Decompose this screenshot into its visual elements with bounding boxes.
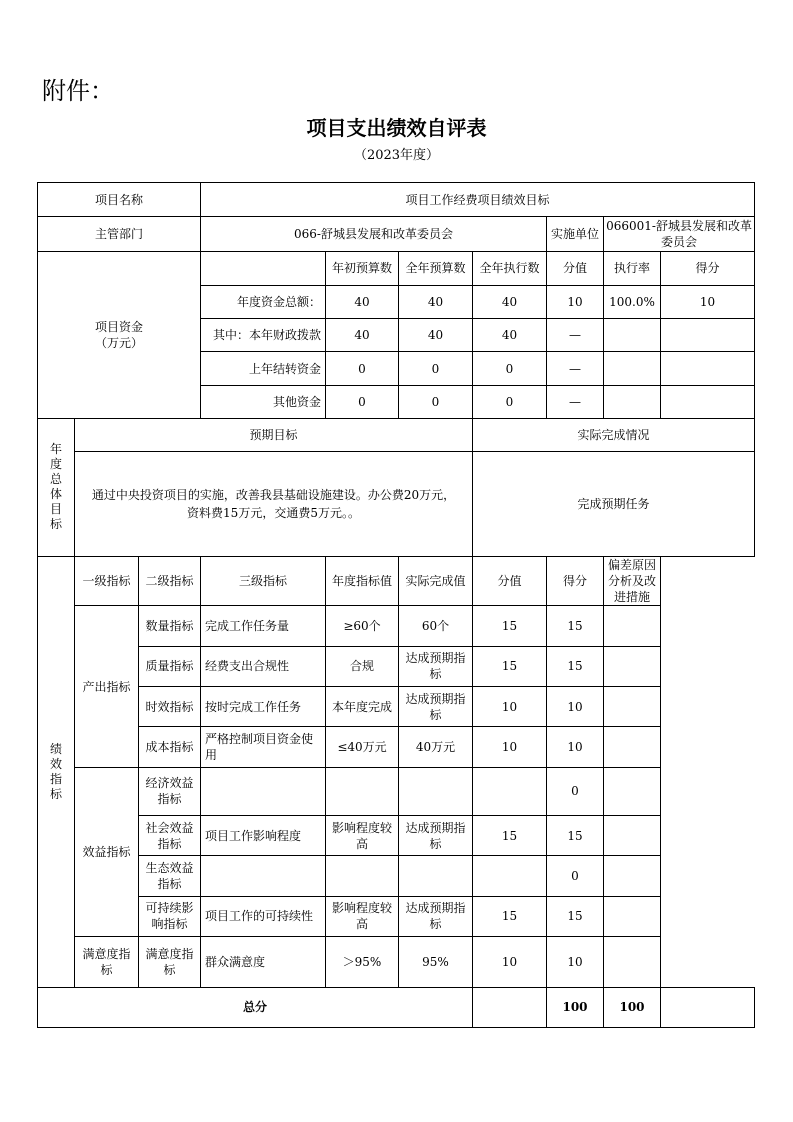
funds-row-annual: 0 [399,385,473,418]
indicator-actual: 达成预期指标 [399,646,473,686]
header-annual-target: 年度指标值 [326,557,399,606]
funds-row-rate [604,385,661,418]
group-benefit-label: 效益指标 [75,767,139,936]
indicator-actual: 达成预期指标 [399,896,473,936]
indicator-target: 影响程度较高 [326,816,399,856]
performance-label-char: 指 [49,771,62,786]
annual-goal-content-row [38,452,755,557]
indicator-reason [604,767,661,815]
funds-row-label: 其他资金 [201,385,326,418]
indicator-score: 0 [547,767,604,815]
total-reason [661,987,755,1027]
indicator-score-value: 15 [473,606,547,646]
funds-row-score-value: — [547,385,604,418]
performance-evaluation-table [37,182,755,1028]
department-label: 主管部门 [38,217,201,251]
total-score: 100 [604,987,661,1027]
funds-unit-text: （万元） [94,335,143,350]
indicator-level3: 群众满意度 [201,937,326,987]
annual-goal-label-char: 体 [49,487,62,502]
header-actual-value: 实际完成值 [399,557,473,606]
indicator-level3: 严格控制项目资金使用 [201,727,326,767]
indicator-level3 [201,856,326,896]
indicator-actual: 达成预期指标 [399,816,473,856]
funds-row-executed: 40 [473,319,547,352]
actual-completion-header: 实际完成情况 [473,418,755,451]
funds-row-label: 上年结转资金 [201,352,326,385]
indicator-level3: 按时完成工作任务 [201,687,326,727]
indicator-level2: 数量指标 [139,606,201,646]
indicator-row [38,767,755,815]
annual-goal-label-char: 年 [49,442,62,457]
indicator-target: ≤40万元 [326,727,399,767]
funds-row-score [661,319,755,352]
group-satisfaction-label: 满意度指标 [75,937,139,987]
funds-row-annual: 40 [399,285,473,318]
performance-label-char: 绩 [49,741,62,756]
funds-header-row [38,251,755,285]
performance-label-char: 效 [49,756,62,771]
funds-header-score-value: 分值 [547,251,604,285]
indicator-level3: 项目工作的可持续性 [201,896,326,936]
indicator-target [326,856,399,896]
year-label: （2023年度） [353,148,440,163]
indicator-row [38,937,755,987]
funds-label [38,251,201,418]
funds-row-rate [604,319,661,352]
total-label: 总分 [38,987,473,1027]
indicator-reason [604,687,661,727]
funds-row-annual: 0 [399,352,473,385]
funds-row-score-value: — [547,352,604,385]
indicator-score-value: 10 [473,727,547,767]
project-name-value: 项目工作经费项目绩效目标 [201,183,755,217]
indicator-score-value: 10 [473,937,547,987]
indicator-reason [604,646,661,686]
header-deviation-reason: 偏差原因分析及改进措施 [604,557,661,606]
indicator-score-value: 15 [473,896,547,936]
funds-row-score [661,385,755,418]
performance-label [38,557,75,988]
indicator-level2: 成本指标 [139,727,201,767]
total-row [38,987,755,1027]
indicator-row [38,646,755,686]
indicator-score: 10 [547,937,604,987]
indicator-actual: 达成预期指标 [399,687,473,727]
funds-header-rate: 执行率 [604,251,661,285]
annual-goal-label-char: 标 [49,517,62,532]
attachment-label: 附件： [42,77,114,105]
header-score-value: 分值 [473,557,547,606]
funds-header-annual: 全年预算数 [399,251,473,285]
indicator-target: 影响程度较高 [326,896,399,936]
annual-goal-label-char: 度 [49,457,62,472]
funds-row-score-value: 10 [547,285,604,318]
annual-goal-label [38,418,75,556]
funds-row-score-value: — [547,319,604,352]
indicator-reason [604,856,661,896]
funds-row-initial: 0 [326,352,399,385]
funds-row-rate [604,352,661,385]
indicator-reason [604,606,661,646]
indicator-level2: 质量指标 [139,646,201,686]
project-name-label: 项目名称 [38,183,201,217]
indicator-level2: 时效指标 [139,687,201,727]
indicator-level2: 经济效益指标 [139,767,201,815]
performance-header-row [38,557,755,606]
department-value: 066-舒城县发展和改革委员会 [201,217,547,251]
total-score-value: 100 [547,987,604,1027]
funds-row-score: 10 [661,285,755,318]
indicator-target [326,767,399,815]
indicator-level2: 社会效益指标 [139,816,201,856]
funds-label-text: 项目资金 [94,319,143,334]
indicator-level2: 可持续影响指标 [139,896,201,936]
indicator-target: ≥60个 [326,606,399,646]
indicator-score-value [473,767,547,815]
indicator-score-value: 15 [473,816,547,856]
indicator-score: 15 [547,896,604,936]
group-output-label: 产出指标 [75,606,139,767]
indicator-actual: 95% [399,937,473,987]
header-level2: 二级指标 [139,557,201,606]
indicator-score: 15 [547,646,604,686]
funds-row-score [661,352,755,385]
project-name-row [38,183,755,217]
indicator-row [38,856,755,896]
indicator-level3 [201,767,326,815]
funds-row-initial: 40 [326,319,399,352]
expected-goal-header: 预期目标 [75,418,473,451]
indicator-reason [604,816,661,856]
funds-header-score: 得分 [661,251,755,285]
indicator-target: 合规 [326,646,399,686]
funds-header-executed: 全年执行数 [473,251,547,285]
annual-goal-label-char: 目 [49,502,62,517]
indicator-target: ＞95% [326,937,399,987]
indicator-score: 15 [547,816,604,856]
indicator-row [38,687,755,727]
indicator-row [38,816,755,856]
indicator-row [38,896,755,936]
indicator-reason [604,937,661,987]
indicator-actual [399,856,473,896]
implementing-unit-label: 实施单位 [547,217,604,251]
header-level1: 一级指标 [75,557,139,606]
actual-completion-text: 完成预期任务 [473,452,755,557]
funds-header-blank [201,251,326,285]
funds-row-annual: 40 [399,319,473,352]
indicator-reason [604,727,661,767]
indicator-score: 10 [547,687,604,727]
indicator-score: 10 [547,727,604,767]
funds-row-initial: 0 [326,385,399,418]
indicator-score: 15 [547,606,604,646]
funds-row-rate: 100.0% [604,285,661,318]
expected-goal-text: 通过中央投资项目的实施，改善我县基础设施建设。办公费20万元，资料费15万元，交通费5万元。。 [75,452,473,557]
funds-header-initial: 年初预算数 [326,251,399,285]
indicator-target: 本年度完成 [326,687,399,727]
indicator-reason [604,896,661,936]
annual-goal-header-row [38,418,755,451]
indicator-row [38,606,755,646]
indicator-actual: 40万元 [399,727,473,767]
performance-label-char: 标 [49,786,62,801]
indicator-level2: 满意度指标 [139,937,201,987]
indicator-level2: 生态效益指标 [139,856,201,896]
total-actual [473,987,547,1027]
annual-goal-label-char: 总 [49,472,62,487]
funds-row-executed: 0 [473,352,547,385]
indicator-level3: 项目工作影响程度 [201,816,326,856]
indicator-score: 0 [547,856,604,896]
indicator-actual [399,767,473,815]
funds-row-executed: 40 [473,285,547,318]
indicator-score-value: 15 [473,646,547,686]
indicator-level3: 完成工作任务量 [201,606,326,646]
indicator-score-value: 10 [473,687,547,727]
indicator-actual: 60个 [399,606,473,646]
funds-row-executed: 0 [473,385,547,418]
indicator-score-value [473,856,547,896]
indicator-row [38,727,755,767]
page-title: 项目支出绩效自评表 [306,116,487,140]
implementing-unit-value: 066001-舒城县发展和改革委员会 [604,217,755,251]
funds-row-initial: 40 [326,285,399,318]
funds-row-label: 其中：本年财政拨款 [201,319,326,352]
header-score: 得分 [547,557,604,606]
funds-row-label: 年度资金总额： [201,285,326,318]
indicator-level3: 经费支出合规性 [201,646,326,686]
header-level3: 三级指标 [201,557,326,606]
department-row [38,217,755,251]
